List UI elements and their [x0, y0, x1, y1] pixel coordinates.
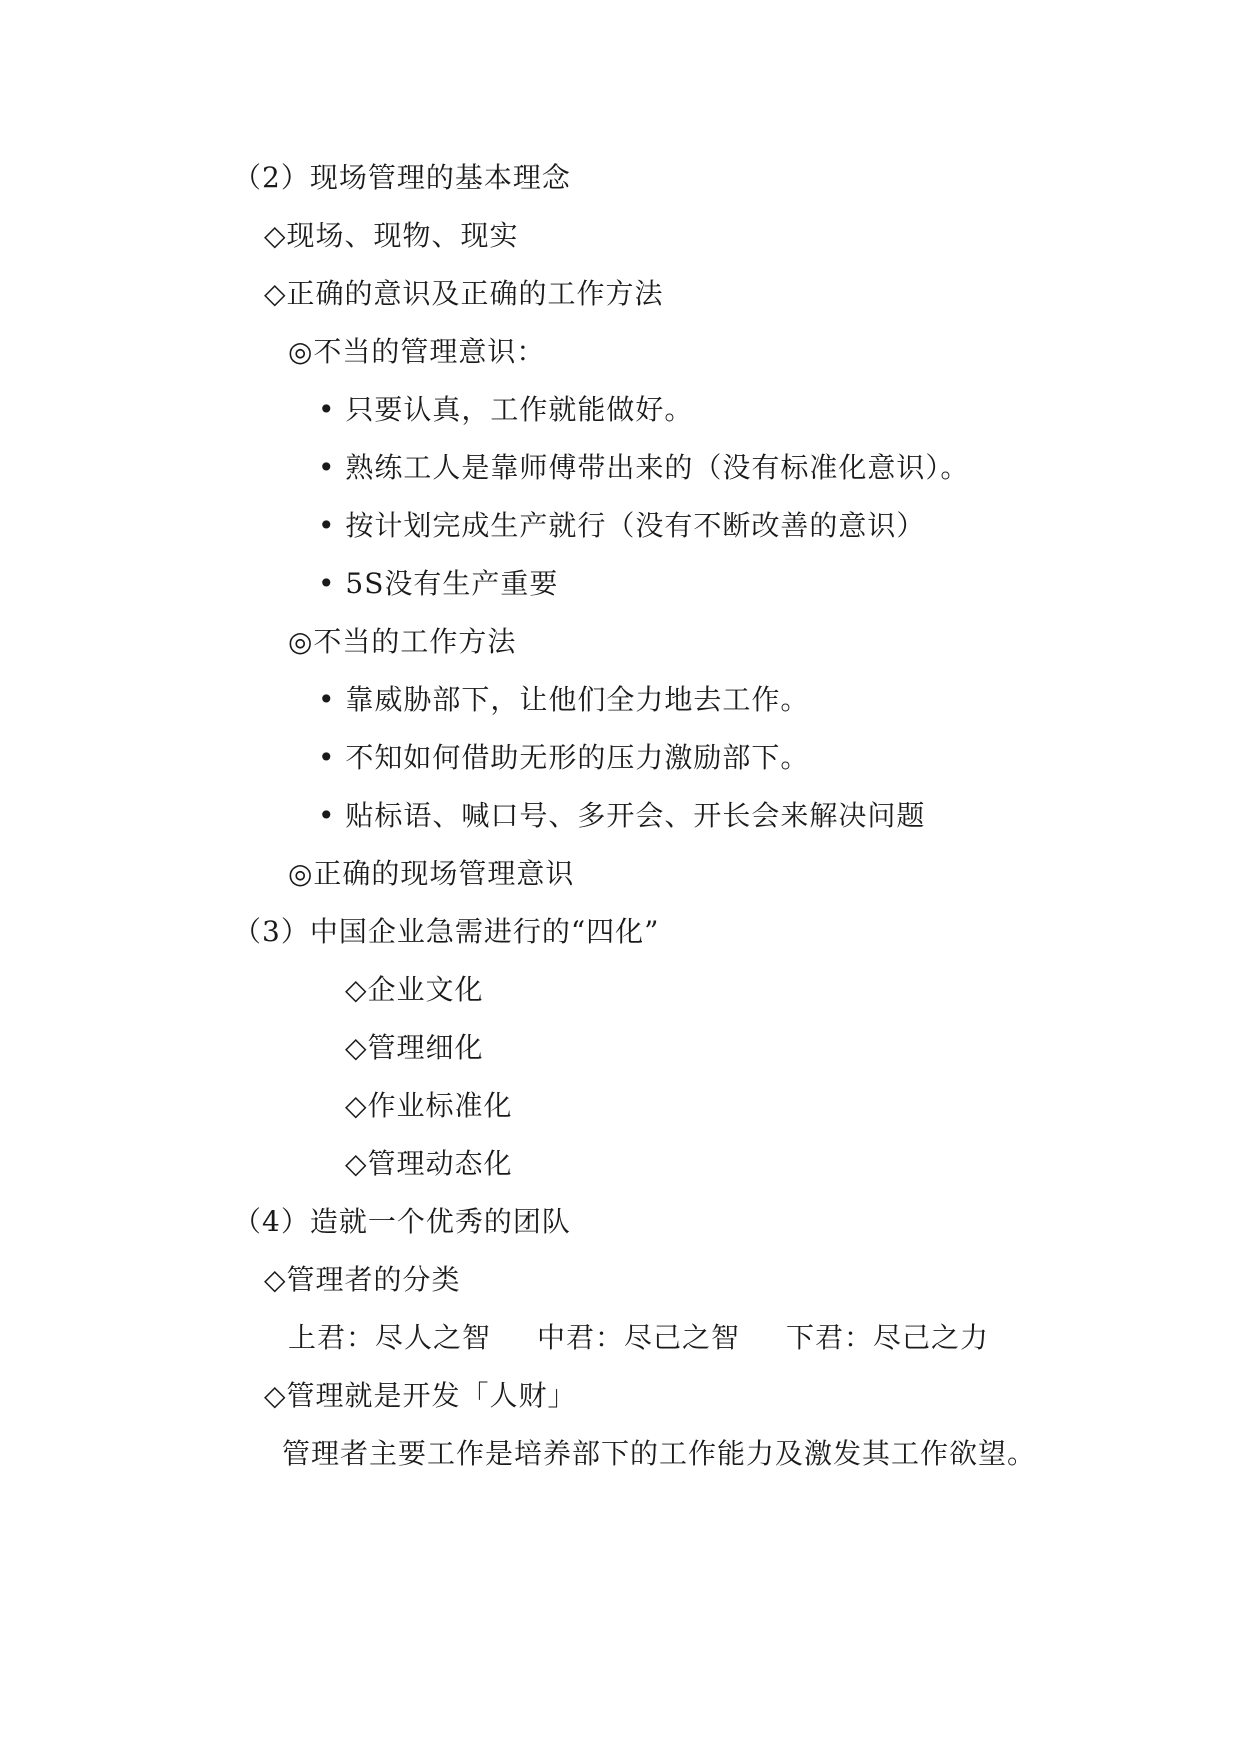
- bullet-develop-talent: ◇管理就是开发「人财」: [264, 1379, 577, 1412]
- list-item: • 贴标语、喊口号、多开会、开长会来解决问题: [318, 799, 926, 832]
- list-item: ◇企业文化: [345, 973, 484, 1006]
- bullet-correct-awareness: ◇正确的意识及正确的工作方法: [264, 277, 664, 310]
- subheading-improper-methods: ◎不当的工作方法: [288, 625, 517, 658]
- list-item: • 按计划完成生产就行（没有不断改善的意识）: [318, 509, 926, 542]
- manager-type-middle: 中君：尽己之智: [537, 1321, 741, 1354]
- subheading-improper-awareness: ◎不当的管理意识：: [288, 335, 546, 368]
- list-item: ◇作业标准化: [345, 1089, 513, 1122]
- list-item: • 不知如何借助无形的压力激励部下。: [318, 741, 810, 774]
- section-4-heading: （4）造就一个优秀的团队: [233, 1205, 571, 1238]
- section-3-heading: （3）中国企业急需进行的“四化”: [233, 915, 660, 948]
- paragraph-manager-duty: 管理者主要工作是培养部下的工作能力及激发其工作欲望。: [282, 1437, 1037, 1470]
- section-2-heading: （2）现场管理的基本理念: [233, 161, 571, 194]
- list-item: • 熟练工人是靠师傅带出来的（没有标准化意识）。: [318, 451, 970, 484]
- bullet-onsite-reality: ◇现场、现物、现实: [264, 219, 519, 252]
- manager-type-upper: 上君：尽人之智: [288, 1321, 492, 1354]
- list-item: • 5S没有生产重要: [318, 567, 559, 600]
- list-item: ◇管理细化: [345, 1031, 484, 1064]
- manager-type-lower: 下君：尽己之力: [786, 1321, 990, 1354]
- manager-types-row: [288, 1318, 989, 1358]
- list-item: ◇管理动态化: [345, 1147, 513, 1180]
- bullet-manager-types: ◇管理者的分类: [264, 1263, 461, 1296]
- subheading-correct-awareness: ◎正确的现场管理意识: [288, 857, 575, 890]
- list-item: • 只要认真，工作就能做好。: [318, 393, 694, 426]
- list-item: • 靠威胁部下，让他们全力地去工作。: [318, 683, 810, 716]
